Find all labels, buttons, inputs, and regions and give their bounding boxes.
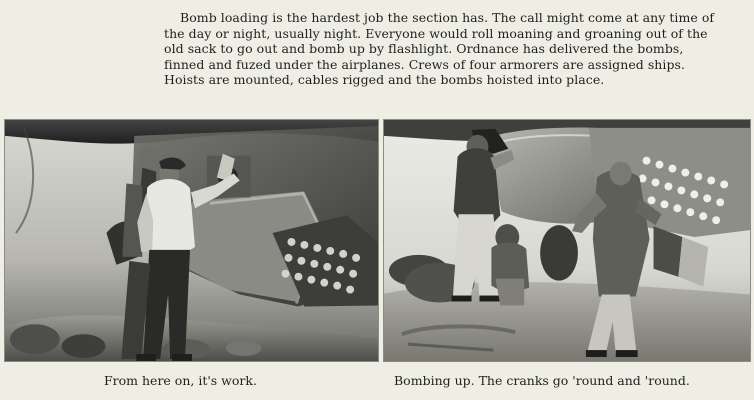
photo-caption-left: From here on, it's work.	[104, 373, 257, 388]
photo-bomb-loading-left	[4, 119, 379, 362]
intro-paragraph: Bomb loading is the hardest job the section has. The call might come at any time of the day or night, usually night. Everyone would roll moaning and groaning out of the old sack to go out and bomb up by flashlight. Ordnance has delivered the bombs, finned and fuzed under the airplanes. Crews of four armorers are assigned ships. Hoists are mounted, cables rigged and the bombs hoisted into place.	[164, 10, 715, 87]
photo-bombing-up-right	[383, 119, 751, 362]
photo-caption-right: Bombing up. The cranks go 'round and 'round.	[394, 373, 690, 388]
